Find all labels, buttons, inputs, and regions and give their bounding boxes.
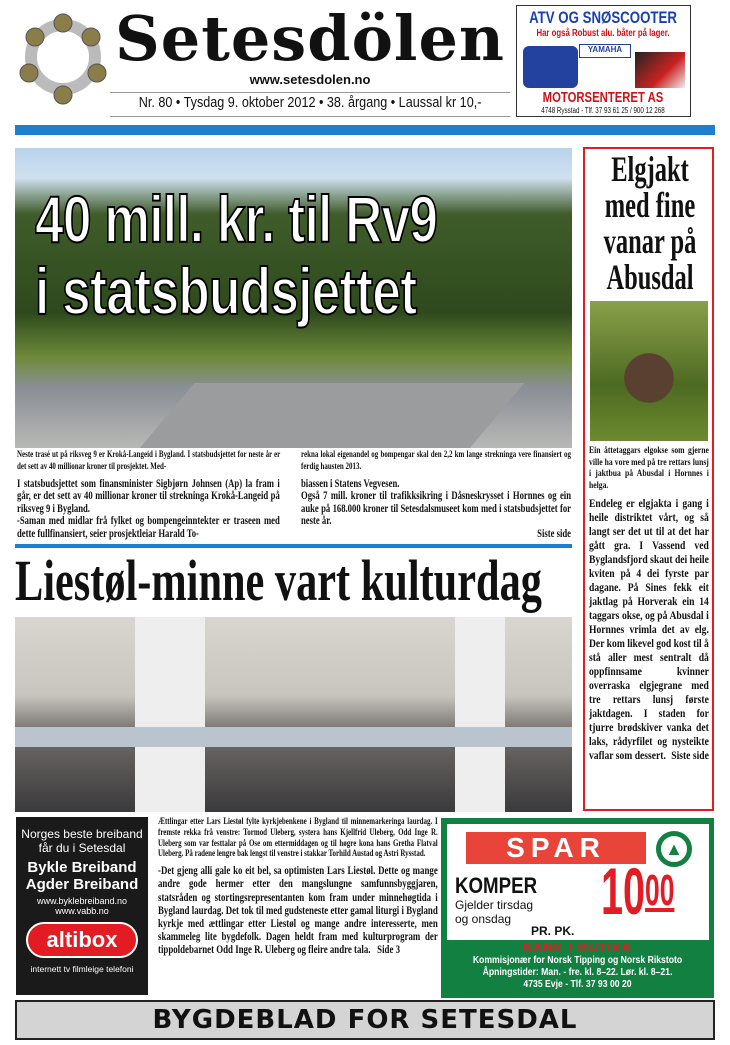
second-text xyxy=(158,817,438,957)
ad-url: www.vabb.no xyxy=(55,906,109,916)
pillar xyxy=(455,617,505,812)
ad-url: www.byklebreiband.no xyxy=(36,896,128,906)
spar-tree-icon: ▲ xyxy=(656,831,692,867)
sidebar-body: Endeleg er elgjakta i gang i heile distriktet vårt, og så langt ser det ut til at det har gått gra. I Vassend ved Byglandsfjord skaut dei heile kviten på 4 dei fyrste par dagane. På Sines fekk eit jaktlag på Horverak ein 14 taggars okse, og på Abusdal i Hornnes vrimla det av elg. Der kom likevel god kost til å stå aller mest sentralt då oppfinnsame kvinner overraska elgjegrane med tre rettars lunsj første jaktdagen. I staden for tjurre brødskiver vanka det laks, rådyrfilet og nysteikte vaflar som dessert. Siste side xyxy=(589,498,709,762)
altibox-logo: altibox xyxy=(26,922,138,958)
divider xyxy=(110,116,510,117)
ad-line: Norges beste breiband xyxy=(21,827,143,841)
church-photo xyxy=(15,617,572,812)
road-photo xyxy=(15,148,572,448)
second-page-ref[interactable]: Side 3 xyxy=(377,942,401,957)
ad-address: 4748 Rysstad - Tlf. 37 93 61 25 / 900 12 268 xyxy=(541,106,665,115)
lead-body-2: biassen i Statens Vegvesen. Også 7 mill. kroner til trafikksikring i Dåsneskrysset i Hornnes og ein auke på 168.000 kroner til Setesdalsmuseet kom med i statsbudsjettet for neste år. Siste side xyxy=(301,476,571,540)
pillar xyxy=(135,617,205,812)
bank-text: BANK I BUTIKK xyxy=(522,940,633,955)
ad-tagline: internett tv filmleige telefoni xyxy=(30,964,134,974)
spar-logo: SPAR xyxy=(466,832,646,864)
lead-page-ref[interactable]: Siste side xyxy=(537,525,571,540)
blue-rule xyxy=(15,125,715,135)
ad-title: ATV OG SNØSCOOTER xyxy=(529,8,677,27)
altibox-ad[interactable] xyxy=(16,817,148,995)
issue-number: Nr. 80 xyxy=(138,95,173,111)
sidebar-page-ref[interactable]: Siste side xyxy=(671,750,709,762)
brand: Bykle Breiband xyxy=(27,859,137,876)
lead-caption-1: Neste trasé ut på riksveg 9 er Krokå-Langeid i Bygland. I statsbudsjettet for neste år er det sett av 40 millionar kroner til prosjektet. Med- xyxy=(17,450,281,472)
ad-company: MOTORSENTERET AS xyxy=(542,90,664,106)
ad-subtitle: Har også Robust alu. båter på lager. xyxy=(536,28,670,39)
atv-image xyxy=(523,46,578,88)
website-url[interactable]: www.setesdolen.no xyxy=(249,72,371,87)
price: Laussal kr 10,- xyxy=(398,95,482,111)
footer-banner: BYGDEBLAD FOR SETESDAL xyxy=(15,1000,715,1040)
sidebar-headline: Elgjakt med fine vanar på Abusdal xyxy=(603,149,697,297)
issue-date: Tysdag 9. oktober 2012 xyxy=(183,95,316,111)
issue-info: Nr. 80 • Tysdag 9. oktober 2012 • 38. årgang • Laussal kr 10,- xyxy=(138,95,482,111)
snowmobile-image xyxy=(635,52,685,88)
price: $10^{00}$ xyxy=(601,854,675,928)
second-body: -Det gjeng alli gale ko eit bel, sa optimisten Lars Liestøl. Dette og mange andre gode hermer etter den mangslungne samfunnsbyggjaren, statsråden og stortingsrepresentanten kom fram under minnehøgtida i Bygland laurdag. Det tok til med gudsteneste etter gamal liturgi i Bygland kyrkje med ættlingar etter Liestøl og mange andre interesserte, men skammeleg lite bygdefolk. Dagen heldt fram med kulturprogram der tippoldebarnet Odd Inge R. Uleberg og fleire andre tala. Side 3 xyxy=(158,863,438,957)
motorsenteret-ad[interactable] xyxy=(516,5,691,117)
product-name: KOMPER xyxy=(455,873,538,898)
yamaha-logo: YAMAHA xyxy=(579,44,631,58)
elk-photo xyxy=(590,301,708,441)
brand: Agder Breiband xyxy=(25,876,139,893)
newspaper-masthead: Setesdölen xyxy=(115,2,505,75)
unit: PR. PK. xyxy=(531,924,575,938)
pew xyxy=(15,727,572,747)
lead-body-1: I statsbudsjettet som finansminister Sigbjørn Johnsen (Ap) la fram i går, er det sett av 40 millionar kroner til strekninga Krokå-Langeid på riksveg 9 i Bygland. -Saman med midlar frå fylket og bompengeinntekter er traseen med dette fullfinansiert, seier prosjektleiar Harald To- xyxy=(17,476,280,540)
lead-headline: 40 mill. kr. til Rv9 i statsbudsjettet xyxy=(35,182,438,328)
lead-caption-2: rekna lokal eigenandel og bompengar skal den 2,2 km lange strekninga vere finansiert og ferdig hausten 2013. xyxy=(301,450,571,472)
spar-ad[interactable] xyxy=(441,818,714,998)
silver-brooch-ornament xyxy=(15,5,110,110)
valid-days: Gjelder tirsdag og onsdag xyxy=(455,898,534,926)
road xyxy=(136,383,525,448)
store-info: Kommisjonær for Norsk Tipping og Norsk Rikstoto Åpningstider: Man. - fre. kl. 8–22. Lør. kl. 8–21. 4735 Evje - Tlf. 37 93 00 20 xyxy=(472,955,683,990)
sidebar-elk-story xyxy=(583,147,714,811)
divider xyxy=(110,92,510,93)
second-caption: Ættlingar etter Lars Liestøl fylte kyrkjebenkene i Bygland til minnemarkeringa laurdag. I fremste rekka frå venstre: Tormod Uleberg, systera hans Kjellfrid Uleberg, Odd Inge R. Uleberg som var festtalar på Ose om ettermiddagen og til høgre kona hans Gretha Flatval Uleberg. På radene lengre bak lengst til venstre i stakkar Torhild Austad og Astri Rysstad. xyxy=(158,817,438,860)
second-headline: Liestøl-minne vart kulturdag xyxy=(15,548,542,613)
sidebar-caption: Ein åttetaggars elgokse som gjerne ville ha vore med på tre rettars lunsj i jaktbua på Abusdal i Hornnes i helga. xyxy=(589,445,709,490)
volume: 38. årgang xyxy=(326,95,388,111)
ad-line: får du i Setesdal xyxy=(38,841,126,855)
